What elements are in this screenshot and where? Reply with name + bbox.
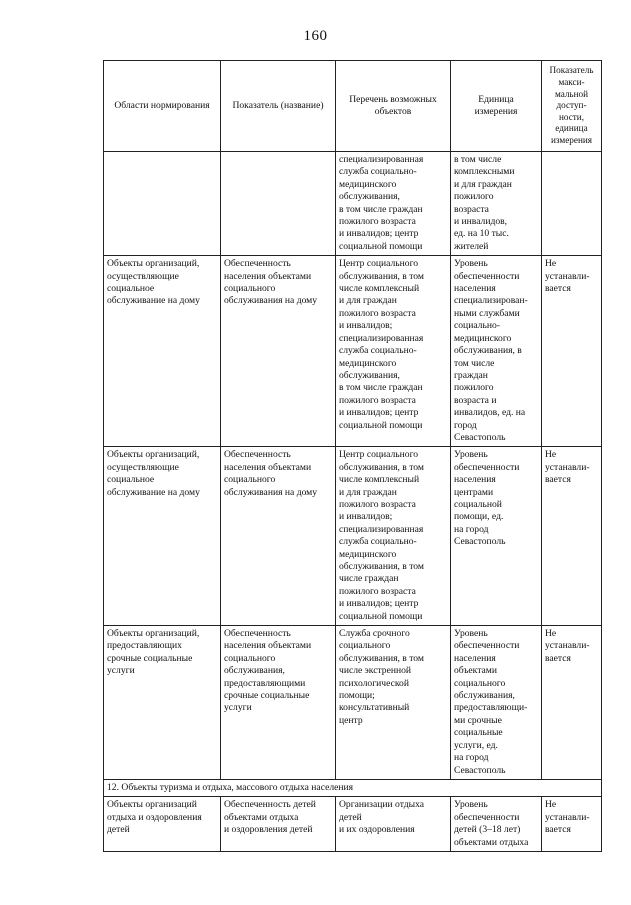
header-unit: Единица измерения (451, 61, 542, 152)
cell-max: Не устанавли- вается (542, 797, 602, 852)
section-row (104, 779, 602, 796)
cell-max: Не устанавли- вается (542, 447, 602, 626)
section-12-title: 12. Объекты туризма и отдыха, массового отдыха населения (104, 779, 602, 796)
cell-max (542, 152, 602, 256)
cell-objects: Центр социального обслуживания, в том числе комплексный и для граждан пожилого возраста и инвалидов; специализированная служба социально- медицинского обслуживания, в том числе граждан пожилого возраста и инвалидов; центр социальной помощи (336, 447, 451, 626)
standards-table (103, 60, 602, 852)
cell-unit: Уровень обеспеченности населения специализирован- ными службами социально- медицинского обслуживания, в том числе граждан пожилого возраста и инвалидов, ед. на город Севастополь (451, 256, 542, 447)
cell-max: Не устанавли- вается (542, 256, 602, 447)
cell-indicator: Обеспеченность детей объектами отдыха и оздоровления детей (221, 797, 336, 852)
cell-area: Объекты организаций отдыха и оздоровления детей (104, 797, 221, 852)
table-row (104, 152, 602, 256)
cell-unit: в том числе комплексными и для граждан пожилого возраста и инвалидов, ед. на 10 тыс. жителей (451, 152, 542, 256)
cell-indicator: Обеспеченность населения объектами социального обслуживания на дому (221, 256, 336, 447)
table-row (104, 626, 602, 780)
cell-indicator: Обеспеченность населения объектами социального обслуживания на дому (221, 447, 336, 626)
cell-objects: Центр социального обслуживания, в том числе комплексный и для граждан пожилого возраста и инвалидов; специализированная служба социально- медицинского обслуживания, в том числе граждан пожилого возраста и инвалидов; центр социальной помощи (336, 256, 451, 447)
cell-objects: Служба срочного социального обслуживания, в том числе экстренной психологической помощи; консультативный центр (336, 626, 451, 780)
header-areas: Области нормирования (104, 61, 221, 152)
cell-area (104, 152, 221, 256)
header-objects: Перечень возможных объектов (336, 61, 451, 152)
header-indicator: Показатель (название) (221, 61, 336, 152)
table-header-row (104, 61, 602, 152)
cell-area: Объекты организаций, осуществляющие социальное обслуживание на дому (104, 447, 221, 626)
table-row (104, 797, 602, 852)
cell-indicator (221, 152, 336, 256)
cell-area: Объекты организаций, предоставляющих срочные социальные услуги (104, 626, 221, 780)
cell-indicator: Обеспеченность населения объектами социального обслуживания, предоставляющими срочные социальные услуги (221, 626, 336, 780)
cell-unit: Уровень обеспеченности населения объектами социального обслуживания, предоставляющи- ми срочные социальные услуги, ед. на город Севастополь (451, 626, 542, 780)
cell-objects: Организации отдыха детей и их оздоровления (336, 797, 451, 852)
cell-objects: специализированная служба социально- медицинского обслуживания, в том числе граждан пожилого возраста и инвалидов; центр социальной помощи (336, 152, 451, 256)
page-number: 160 (303, 28, 328, 44)
table-row (104, 256, 602, 447)
cell-unit: Уровень обеспеченности детей (3–18 лет) объектами отдыха (451, 797, 542, 852)
header-max-accessibility: Показатель макси- мальной доступ- ности, единица измерения (542, 61, 602, 152)
table-row (104, 447, 602, 626)
cell-max: Не устанавли- вается (542, 626, 602, 780)
cell-unit: Уровень обеспеченности населения центрами социальной помощи, ед. на город Севастополь (451, 447, 542, 626)
cell-area: Объекты организаций, осуществляющие социальное обслуживание на дому (104, 256, 221, 447)
